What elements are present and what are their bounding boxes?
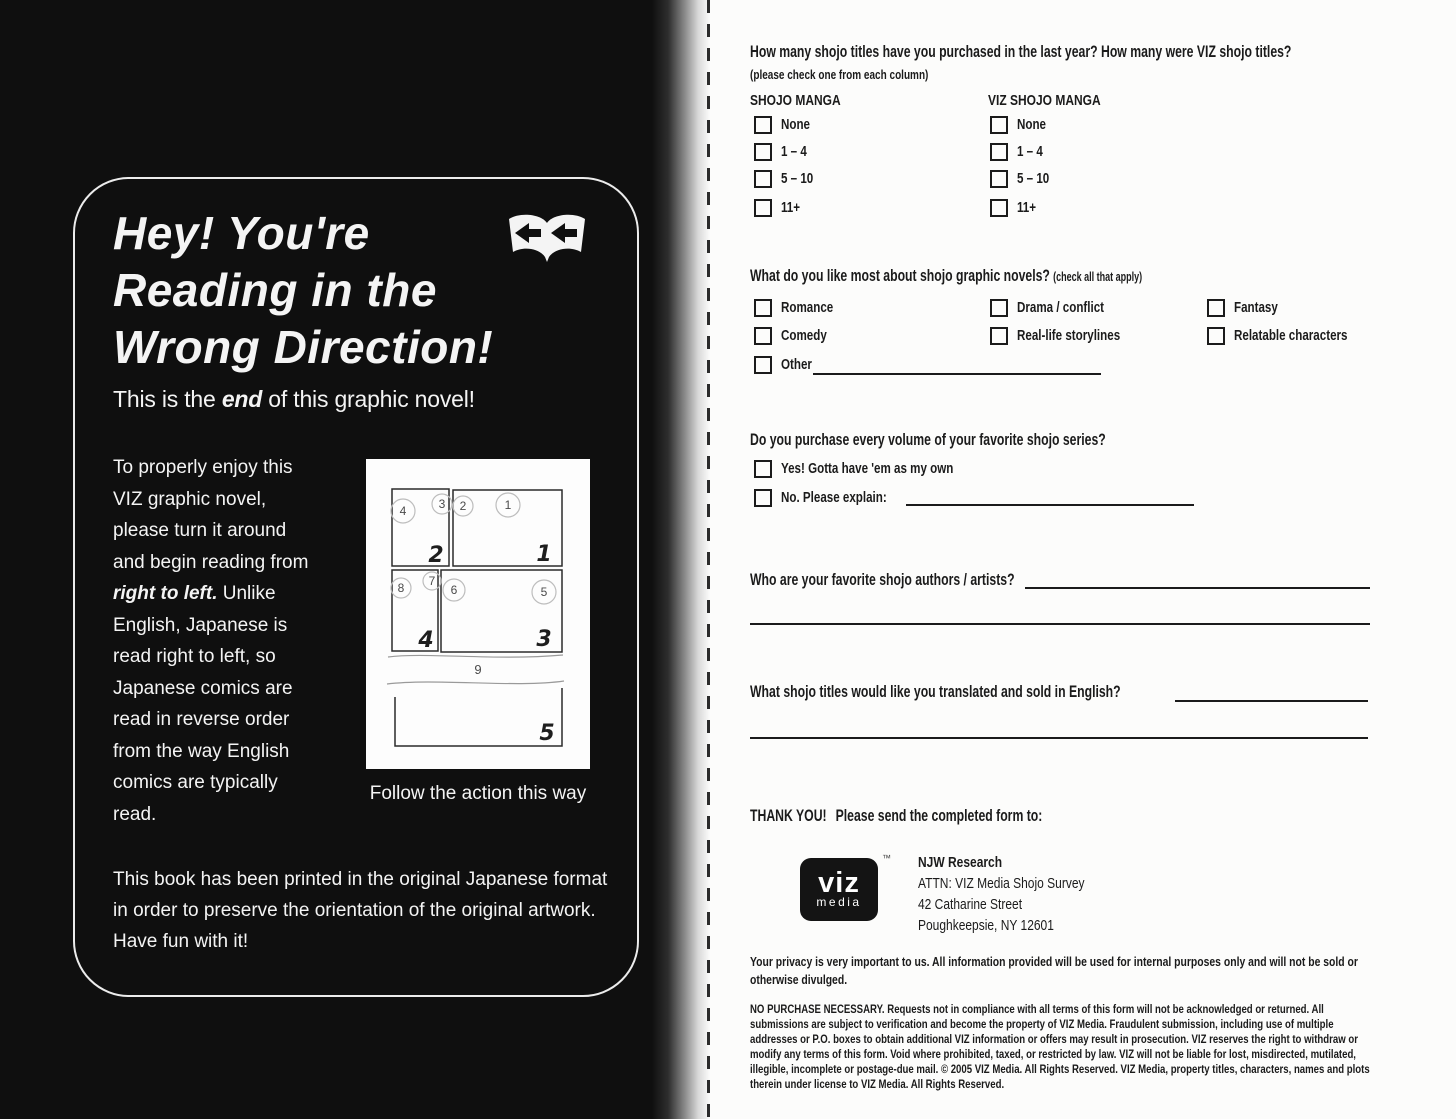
- left-page: [0, 0, 660, 1119]
- title-line-3: Wrong Direction!: [113, 321, 494, 373]
- q1-col1-option-5-10: [754, 170, 821, 188]
- panel-order-diagram: [366, 459, 590, 769]
- balloon-8: 8: [397, 581, 405, 595]
- checkbox[interactable]: [990, 170, 1008, 188]
- panel-number-4: 4: [418, 628, 434, 653]
- address-line-3: 42 Catharine Street: [918, 896, 1023, 913]
- q1-col2-option-5-10: [990, 170, 1057, 188]
- viz-media-logo: [800, 858, 878, 921]
- q2-option-other: [754, 356, 820, 374]
- q2-option-drama-conflict: [990, 299, 1126, 317]
- checkbox[interactable]: [754, 143, 772, 161]
- panel-number-5: 5: [539, 721, 555, 746]
- address-line-1: NJW Research: [918, 854, 1003, 871]
- body-pre: To properly enjoy this VIZ graphic novel, please turn it around and begin reading from: [113, 457, 309, 573]
- balloon-1: 1: [504, 498, 512, 512]
- option-label: None: [781, 117, 810, 133]
- q5-writein-line-1[interactable]: [1175, 686, 1368, 702]
- body-emphasis: right to left.: [113, 583, 218, 604]
- q5-writein-line-2[interactable]: [750, 723, 1368, 739]
- balloon-5: 5: [540, 585, 548, 599]
- q4-question: Who are your favorite shojo authors / artists?: [750, 570, 1015, 589]
- checkbox[interactable]: [754, 327, 772, 345]
- viz-logo-media-label: media: [816, 895, 862, 909]
- survey-page: [710, 0, 1456, 1119]
- option-label: Comedy: [781, 328, 827, 344]
- q2-question-row: [750, 266, 1295, 286]
- subtitle-pre: This is the: [113, 386, 222, 412]
- legal-fine-print-wrap: [750, 1002, 1456, 1092]
- option-label: 1 – 4: [1017, 144, 1043, 160]
- subtitle-post: of this graphic novel!: [262, 386, 475, 412]
- option-label: None: [1017, 117, 1046, 133]
- q1-question-row: [750, 42, 1456, 62]
- thank-you-rest: Please send the completed form to:: [835, 806, 1043, 825]
- diagram-caption: Follow the action this way: [369, 783, 587, 804]
- q1-col2-option-none: [990, 116, 1053, 134]
- q1-col1-option-none: [754, 116, 817, 134]
- privacy-note: Your privacy is very important to us. All information provided will be used for internal purposes only and will not be sold or otherwise divulged.: [750, 954, 1358, 987]
- checkbox[interactable]: [990, 327, 1008, 345]
- other-writein-line[interactable]: [813, 359, 1101, 375]
- option-label: No. Please explain:: [781, 490, 887, 506]
- checkbox[interactable]: [754, 170, 772, 188]
- q1-hint-row: [750, 66, 973, 84]
- panel-5-box: [395, 688, 562, 746]
- option-label: Other: [781, 357, 812, 373]
- checkbox[interactable]: [754, 460, 772, 478]
- no-explain-writein-line[interactable]: [906, 490, 1194, 506]
- balloon-7: 7: [428, 574, 436, 588]
- subtitle-emphasis: end: [221, 386, 263, 412]
- panel-order-drawing: [366, 459, 590, 769]
- q4-writein-line-1[interactable]: [1025, 573, 1370, 589]
- option-label: 11+: [781, 200, 801, 216]
- checkbox[interactable]: [754, 356, 772, 374]
- book-gutter: [652, 0, 710, 1119]
- panel-number-2: 2: [428, 543, 444, 568]
- legal-fine-print: NO PURCHASE NECESSARY. Requests not in compliance with all terms of this form will not be acknowledged or returned. All submissions are subject to verification and become the property of VIZ Media. Fraudulent submission, including use of multiple addresses or P.O. boxes to obtain additional VIZ information or offers may result in prosecution. VIZ reserves the right to withdraw or modify any terms of this form. Void where prohibited, taxed, or restricted by law. VIZ will not be liable for lost, misdirected, mutilated, illegible, incomplete or postage-due mail. © 2005 VIZ Media. All Rights Reserved. VIZ Media, property titles, characters, names and plots therein under license to VIZ Media. All Rights Reserved.: [750, 1002, 1370, 1091]
- option-label: Romance: [781, 300, 834, 316]
- option-label: 5 – 10: [781, 171, 814, 187]
- q1-col1-header-row: [750, 92, 863, 110]
- instruction-paragraph: [113, 452, 321, 830]
- q2-option-romance: [754, 299, 846, 317]
- title-line-2: Reading in the: [113, 264, 437, 316]
- balloon-9: 9: [474, 662, 482, 677]
- option-label: Yes! Gotta have 'em as my own: [781, 461, 954, 477]
- strip-top-line: [388, 655, 563, 657]
- checkbox[interactable]: [754, 489, 772, 507]
- q4-writein-line-2[interactable]: [750, 609, 1370, 625]
- checkbox[interactable]: [754, 116, 772, 134]
- q1-hint: (please check one from each column): [750, 68, 929, 82]
- q2-option-comedy: [754, 327, 838, 345]
- panel-number-1: 1: [536, 542, 552, 567]
- q1-question: How many shojo titles have you purchased in the last year? How many were VIZ shojo titles?: [750, 42, 1292, 61]
- checkbox[interactable]: [990, 299, 1008, 317]
- checkbox[interactable]: [990, 199, 1008, 217]
- option-label: Real-life storylines: [1017, 328, 1121, 344]
- strip-bottom-line: [387, 681, 564, 684]
- checkbox[interactable]: [1207, 327, 1225, 345]
- q2-hint: (check all that apply): [1053, 270, 1143, 284]
- viz-logo-wordmark: viz: [818, 867, 860, 899]
- q1-col1-option-1-4: [754, 143, 813, 161]
- address-line-2: ATTN: VIZ Media Shojo Survey: [918, 875, 1085, 892]
- balloon-3: 3: [438, 497, 446, 511]
- q3-question: Do you purchase every volume of your favorite shojo series?: [750, 430, 1106, 449]
- q1-col1-option-11plus: [754, 199, 805, 217]
- option-label: 5 – 10: [1017, 171, 1050, 187]
- body-post: Unlike English, Japanese is read right to left, so Japanese comics are read in reverse order from the way English comics are typically read.: [113, 583, 293, 825]
- q2-question: What do you like most about shojo graphic novels?: [750, 266, 1050, 285]
- option-label: 11+: [1017, 200, 1037, 216]
- shojo-manga-column-header: SHOJO MANGA: [750, 92, 841, 109]
- q1-col2-option-11plus: [990, 199, 1041, 217]
- q3-option-yes: [754, 460, 996, 478]
- q2-option-relatable-characters: [1207, 327, 1376, 345]
- option-label: 1 – 4: [781, 144, 807, 160]
- q3-question-row: [750, 430, 1244, 450]
- checkbox[interactable]: [990, 143, 1008, 161]
- q5-question: What shojo titles would like you translated and sold in English?: [750, 682, 1121, 701]
- format-note: This book has been printed in the original Japanese format in order to preserve the orientation of the original artwork. Have fun with it!: [113, 869, 608, 952]
- subtitle: [113, 386, 475, 413]
- option-label: Fantasy: [1234, 300, 1278, 316]
- page-title: [113, 205, 493, 376]
- balloon-2: 2: [459, 499, 467, 513]
- checkbox[interactable]: [1207, 299, 1225, 317]
- mailing-address: [918, 852, 1318, 936]
- title-line-1: Hey! You're: [113, 207, 370, 259]
- address-line-4: Poughkeepsie, NY 12601: [918, 917, 1054, 934]
- q1-col2-header-row: [988, 92, 1129, 110]
- option-label: Drama / conflict: [1017, 300, 1105, 316]
- checkbox[interactable]: [754, 299, 772, 317]
- q2-option-real-life-storylines: [990, 327, 1146, 345]
- balloon-4: 4: [399, 504, 407, 518]
- privacy-note-wrap: [750, 953, 1456, 988]
- open-book-arrows-icon: [505, 210, 589, 268]
- q2-option-fantasy: [1207, 299, 1289, 317]
- thank-you-row: [750, 806, 1156, 826]
- checkbox[interactable]: [990, 116, 1008, 134]
- thank-you-lead: THANK YOU!: [750, 806, 827, 825]
- checkbox[interactable]: [754, 199, 772, 217]
- q1-col2-option-1-4: [990, 143, 1049, 161]
- q3-option-no: [754, 489, 913, 507]
- trademark-symbol: ™: [882, 853, 891, 863]
- option-label: Relatable characters: [1234, 328, 1348, 344]
- viz-shojo-manga-column-header: VIZ SHOJO MANGA: [988, 92, 1101, 109]
- panel-number-3: 3: [536, 627, 552, 652]
- balloon-6: 6: [450, 583, 458, 597]
